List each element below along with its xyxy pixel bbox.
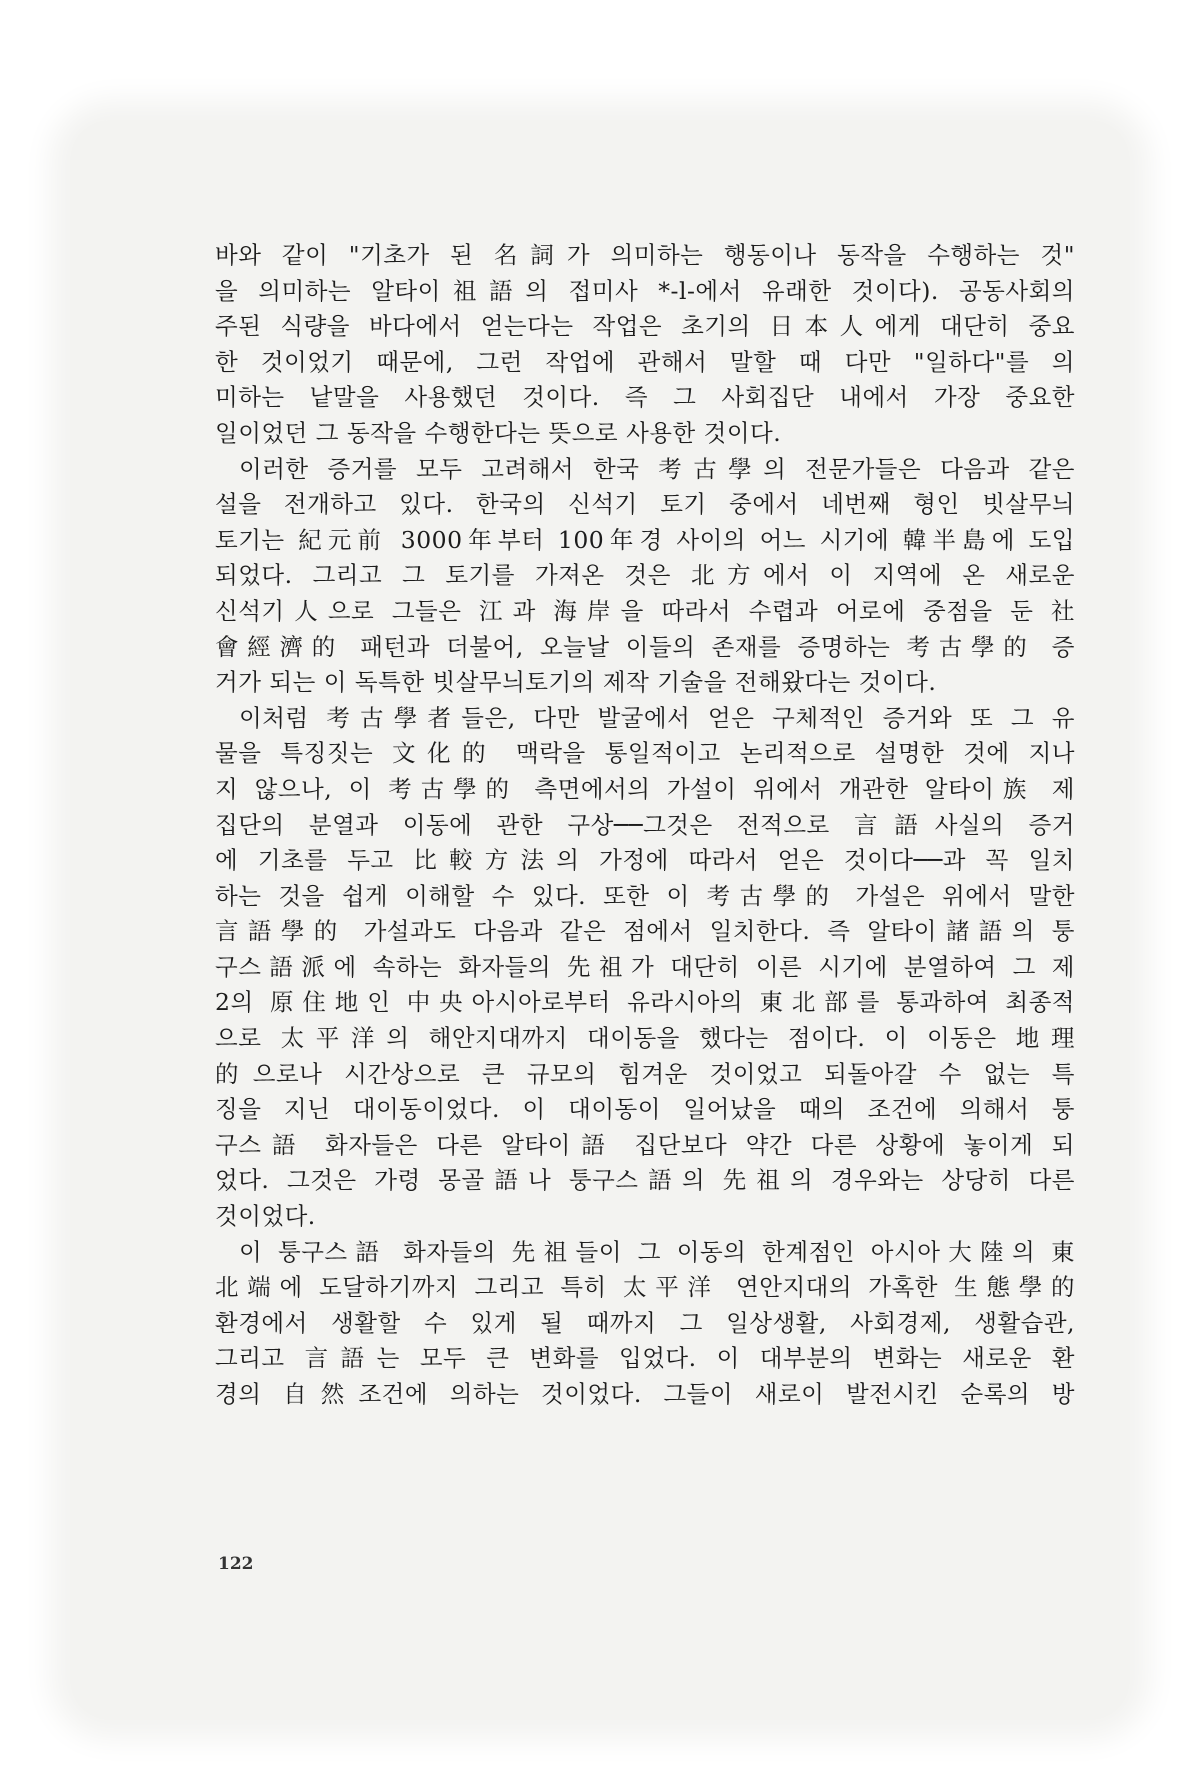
body-text	[215, 238, 1075, 1413]
text-line: 일이었던 그 동작을 수행한다는 뜻으로 사용한 것이다.	[215, 418, 782, 447]
text-line: 言語學的 가설과도 다음과 같은 점에서 일치한다. 즉 알타이諸語의 퉁	[215, 917, 1075, 946]
text-line: 징을 지닌 대이동이었다. 이 대이동이 일어났을 때의 조건에 의해서 퉁	[215, 1095, 1075, 1124]
text-line: 그리고 言語는 모두 큰 변화를 입었다. 이 대부분의 변화는 새로운 환	[215, 1344, 1075, 1373]
text-line: 주된 식량을 바다에서 얻는다는 작업은 초기의 日本人에게 대단히 중요	[215, 312, 1075, 341]
text-line: 한 것이었기 때문에, 그런 작업에 관해서 말할 때 다만 "일하다"를 의	[215, 347, 1075, 376]
text-line: 的으로나 시간상으로 큰 규모의 힘겨운 것이었고 되돌아갈 수 없는 특	[215, 1059, 1075, 1088]
text-line: 바와 같이 "기초가 된 名詞가 의미하는 행동이나 동작을 수행하는 것"	[215, 241, 1075, 269]
text-line: 이러한 증거를 모두 고려해서 한국 考古學의 전문가들은 다음과 같은	[239, 454, 1075, 483]
page-number: 122	[218, 1554, 254, 1574]
text-line: 토기는 紀元前 3000年부터 100年경 사이의 어느 시기에 韓半島에 도입	[215, 525, 1075, 554]
text-line: 에 기초를 두고 比較方法의 가정에 따라서 얻은 것이다──과 꼭 일치	[215, 846, 1075, 875]
text-line: 이처럼 考古學者들은, 다만 발굴에서 얻은 구체적인 증거와 또 그 유	[239, 703, 1075, 732]
text-line: 으로 太平洋의 해안지대까지 대이동을 했다는 점이다. 이 이동은 地理	[215, 1024, 1075, 1053]
text-line: 구스語派에 속하는 화자들의 先祖가 대단히 이른 시기에 분열하여 그 제	[215, 952, 1075, 981]
text-line: 이 퉁구스語 화자들의 先祖들이 그 이동의 한계점인 아시아大陸의 東	[239, 1237, 1075, 1266]
text-line: 2의 原住地인 中央아시아로부터 유라시아의 東北部를 통과하여 최종적	[215, 988, 1075, 1017]
text-line: 집단의 분열과 이동에 관한 구상──그것은 전적으로 言語사실의 증거	[215, 810, 1075, 839]
text-line: 었다. 그것은 가령 몽골語나 퉁구스語의 先祖의 경우와는 상당히 다른	[215, 1166, 1075, 1195]
text-line: 지 않으나, 이 考古學的 측면에서의 가설이 위에서 개관한 알타이族 제	[215, 774, 1075, 803]
text-line: 거가 되는 이 독특한 빗살무늬토기의 제작 기술을 전해왔다는 것이다.	[215, 668, 937, 697]
text-line: 되었다. 그리고 그 토기를 가져온 것은 北方에서 이 지역에 온 새로운	[215, 561, 1075, 590]
text-line: 하는 것을 쉽게 이해할 수 있다. 또한 이 考古學的 가설은 위에서 말한	[215, 881, 1075, 910]
text-line: 구스語 화자들은 다른 알타이語 집단보다 약간 다른 상황에 놓이게 되	[215, 1130, 1075, 1159]
text-line: 것이었다.	[215, 1202, 316, 1231]
text-line: 北端에 도달하기까지 그리고 특히 太平洋 연안지대의 가혹한 生態學的	[215, 1273, 1075, 1302]
text-line: 설을 전개하고 있다. 한국의 신석기 토기 중에서 네번째 형인 빗살무늬	[215, 490, 1075, 519]
text-line: 신석기人으로 그들은 江과 海岸을 따라서 수렵과 어로에 중점을 둔 社	[215, 596, 1075, 625]
text-line: 물을 특징짓는 文化的 맥락을 통일적이고 논리적으로 설명한 것에 지나	[215, 739, 1075, 768]
text-line: 會經濟的 패턴과 더불어, 오늘날 이들의 존재를 증명하는 考古學的 증	[215, 632, 1075, 661]
text-line: 경의 自然조건에 의하는 것이었다. 그들이 새로이 발전시킨 순록의 방	[215, 1380, 1075, 1408]
text-line: 미하는 낱말을 사용했던 것이다. 즉 그 사회집단 내에서 가장 중요한	[215, 383, 1075, 412]
text-line: 을 의미하는 알타이祖語의 접미사 *-l-에서 유래한 것이다). 공동사회의	[215, 276, 1075, 305]
text-line: 환경에서 생활할 수 있게 될 때까지 그 일상생활, 사회경제, 생활습관,	[215, 1308, 1075, 1337]
